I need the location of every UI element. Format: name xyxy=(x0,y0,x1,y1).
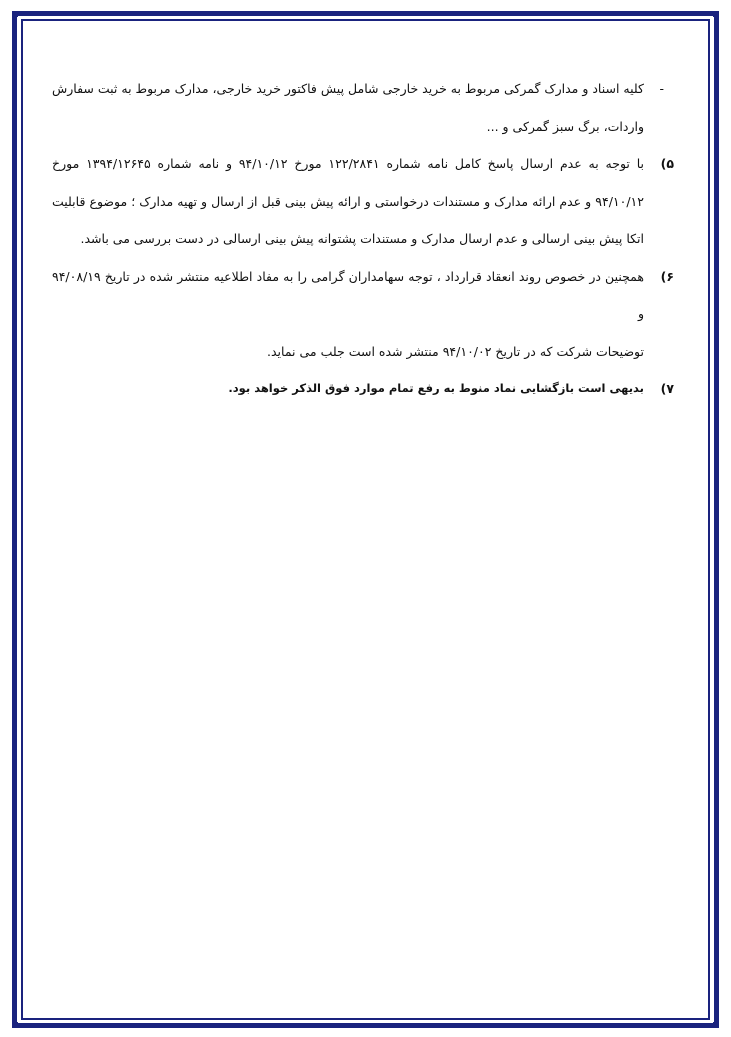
text-line: واردات، برگ سبز گمرکی و ... xyxy=(486,118,644,134)
text-line: کلیه اسناد و مدارک گمرکی مربوط به خرید خارجی شامل پیش فاکتور خرید خارجی، مدارک مربوط به ثبت سفارش xyxy=(52,81,644,96)
list-item xyxy=(52,258,674,371)
document-body xyxy=(52,70,674,408)
list-marker: ۵) xyxy=(660,156,674,171)
corner-ornament xyxy=(12,1022,18,1028)
list-item xyxy=(52,145,674,258)
list-item-text xyxy=(52,145,644,258)
corner-ornament xyxy=(713,1022,719,1028)
text-line: اتکا پیش بینی ارسالی و عدم ارسال مدارک و مستندات پشتوانه پیش بینی ارسالی در دست بررسی می باشد. xyxy=(80,231,644,246)
list-item xyxy=(52,70,664,145)
list-item-text xyxy=(52,258,644,371)
text-line: با توجه به عدم ارسال پاسخ کامل نامه شماره ۱۲۲/۲۸۴۱ مورخ ۹۴/۱۰/۱۲ و نامه شماره ۱۳۹۴/۱۲۶۴۵ مورخ xyxy=(52,156,644,171)
text-line: همچنین در خصوص روند انعقاد قرارداد ، توجه سهامداران گرامی را به مفاد اطلاعیه منتشر شده در تاریخ ۹۴/۰۸/۱۹ و xyxy=(52,268,644,321)
text-line: بدیهی است بازگشایی نماد منوط به رفع تمام موارد فوق الذکر خواهد بود. xyxy=(228,381,644,395)
list-item-text xyxy=(52,370,644,408)
list-marker: - xyxy=(659,81,664,96)
list-marker: ۷) xyxy=(660,381,674,396)
list-item xyxy=(52,370,674,408)
list-marker: ۶) xyxy=(660,268,674,284)
corner-ornament xyxy=(12,11,18,17)
list-item-text xyxy=(52,70,644,145)
text-line: ۹۴/۱۰/۱۲ و عدم ارائه مدارک و مستندات درخواستی و ارائه پیش بینی قبل از ارسال و تهیه مدارک ؛ موضوع قابلیت xyxy=(52,193,644,209)
text-line: توضیحات شرکت که در تاریخ ۹۴/۱۰/۰۲ منتشر شده است جلب می نماید. xyxy=(267,343,644,359)
corner-ornament xyxy=(713,11,719,17)
